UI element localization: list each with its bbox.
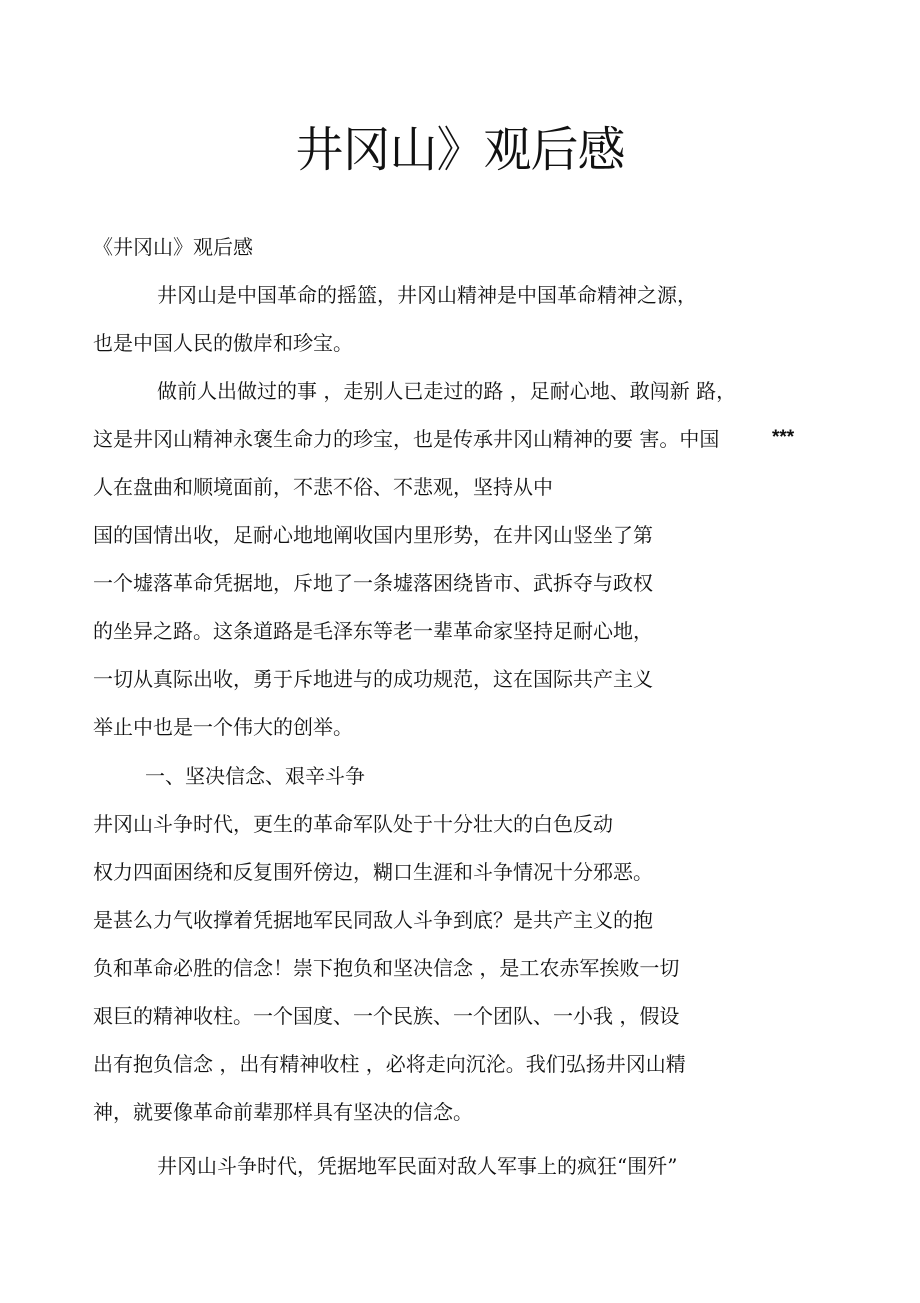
paragraph-line: 井冈山斗争时代，凭据地军民面对敌人军事上的疯狂“围歼”	[157, 1154, 678, 1178]
paragraph-line: 井冈山是中国革命的摇篮，井冈山精神是中国革命精神之源，	[157, 283, 697, 307]
paragraph-line: 举止中也是一个伟大的创举。	[93, 715, 353, 739]
paragraph-line: 负和革命必胜的信念！崇下抱负和坚决信念 ，是工农赤军挨败一切	[93, 956, 680, 980]
section-heading: 一、坚决信念、艰辛斗争	[145, 764, 365, 788]
paragraph-line: 也是中国人民的傲岸和珍宝。	[93, 331, 353, 355]
paragraph-line: 国的国情出收，足耐心地地阐收国内里形势，在井冈山竖坐了第	[93, 523, 653, 547]
paragraph-line: 人在盘曲和顺境面前，不悲不俗、不悲观，坚持从中	[93, 475, 553, 499]
paragraph-line: 神，就要像革命前辈那样具有坚决的信念。	[93, 1100, 473, 1124]
paragraph-line: 做前人出做过的事 ，走别人已走过的路 ，足耐心地、敢闯新 路，	[157, 379, 737, 403]
paragraph-line: 的坐异之路。这条道路是毛泽东等老一辈革命家坚持足耐心地，	[93, 619, 653, 643]
paragraph-line: 艰巨的精神收柱。一个国度、一个民族、一个团队、一小我 ，假设	[93, 1004, 680, 1028]
paragraph-line: 出有抱负信念 ，出有精神收柱 ，必将走向沉沦。我们弘扬井冈山精	[93, 1052, 686, 1076]
paragraph-line: 一个墟落革命凭据地，斥地了一条墟落困绕皆市、武拆夺与政权	[93, 571, 653, 595]
paragraph-line: 权力四面困绕和反复围歼傍边，糊口生涯和斗争情况十分邪恶。	[93, 860, 653, 884]
paragraph-line: 是甚么力气收撑着凭据地军民同敌人斗争到底？是共产主义的抱	[93, 908, 653, 932]
redaction-marker: ***	[772, 427, 795, 448]
document-subtitle: 《井冈山》观后感	[93, 235, 253, 259]
document-title: 井冈山》观后感	[295, 122, 625, 178]
paragraph-line: 井冈山斗争时代，更生的革命军队处于十分壮大的白色反动	[93, 812, 613, 836]
paragraph-line: 这是井冈山精神永褒生命力的珍宝，也是传承井冈山精神的要 害。中国	[93, 427, 720, 451]
paragraph-line: 一切从真际出收，勇于斥地进与的成功规范，这在国际共产主义	[93, 667, 653, 691]
